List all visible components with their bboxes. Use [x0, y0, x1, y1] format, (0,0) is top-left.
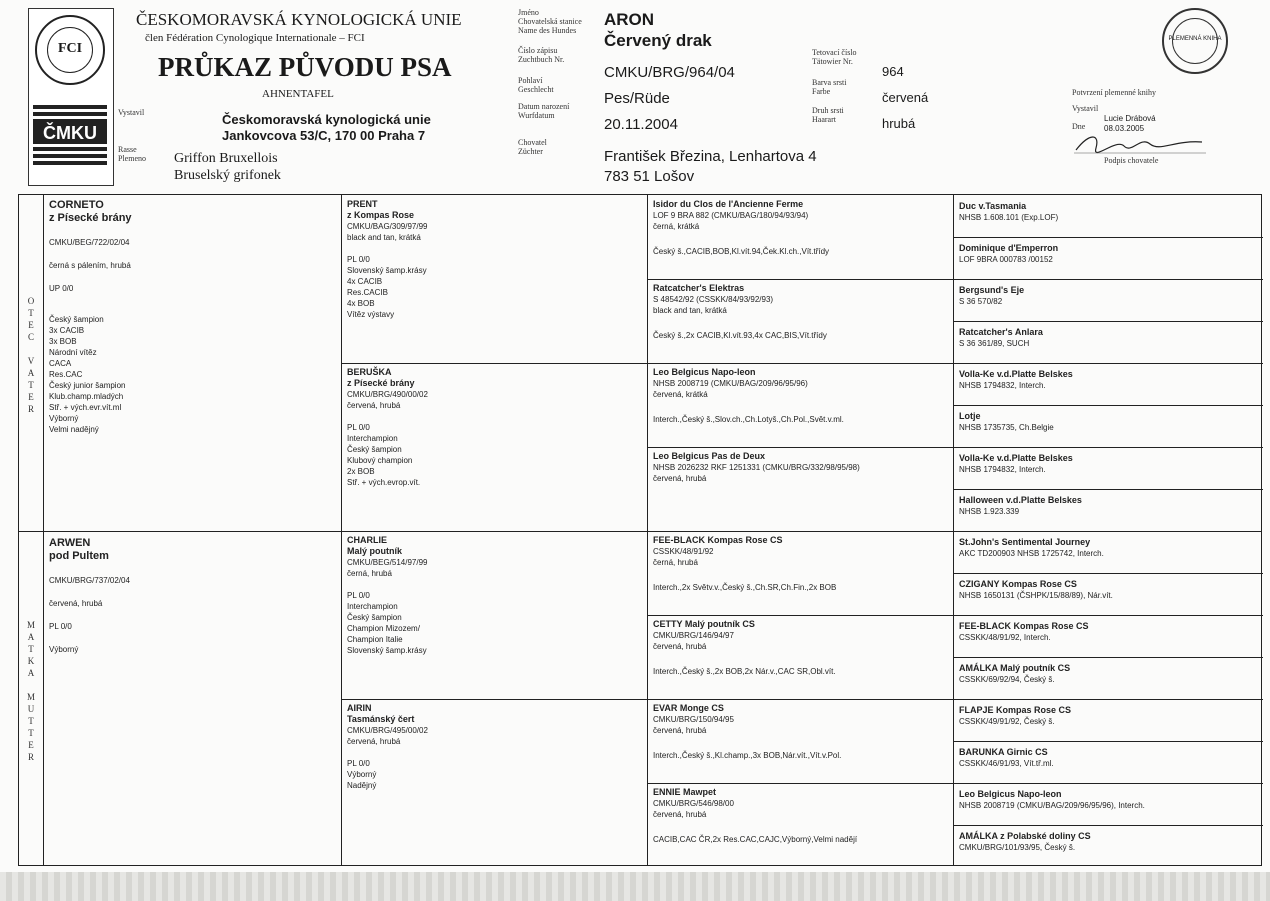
stamp-name: Lucie Drábová — [1104, 114, 1156, 123]
ancestor-cell: FLAPJE Kompas Rose CS CSSKK/49/91/92, Český š. — [959, 705, 1072, 726]
sire-kennel: z Písecké brány — [49, 212, 132, 224]
sire-cell — [49, 199, 335, 435]
breeder-line-1: František Březina, Lenhartova 4 — [604, 148, 817, 165]
tattoo-value: 964 — [882, 64, 904, 79]
book-confirm-label: Potvrzení plemenné knihy — [1072, 88, 1156, 97]
logo-panel — [28, 8, 114, 186]
doc-title: PRŮKAZ PŮVODU PSA — [158, 52, 452, 82]
ancestor-cell: Ratcatcher's Anlara S 36 361/89, SUCH — [959, 327, 1043, 348]
dam-cell — [49, 537, 335, 655]
sire-titles: Český šampion 3x CACIB 3x BOB Národní vítěz CACA Res.CAC Český junior šampion Klub.champ.mladých Stř. + vých.evr.vít.ml Výborný Velmi nadějný — [49, 315, 126, 434]
doc-subtitle: AHNENTAFEL — [262, 88, 334, 100]
grandparent-cell: BERUŠKA z Písecké brány CMKU/BRG/490/00/02 červená, hrubá PL 0/0 Interchampion Český šampion Klubový champion 2x BOB Stř. + vých.evrop.vít. — [347, 367, 428, 487]
dam-color: červená, hrubá — [49, 599, 103, 608]
org-member: člen Fédération Cynologique Internationale – FCI — [145, 32, 365, 44]
great-grandparent-cell: ENNIE Mawpet CMKU/BRG/546/98/00 červená, hrubá CACIB,CAC ČR,2x Res.CAC,CAJC,Výborný,Velmi nadějí — [653, 787, 858, 844]
great-grandparent-cell: Leo Belgicus Napo-leon NHSB 2008719 (CMKU/BAG/209/96/95/96) červená, krátká Interch.,Český š.,Slov.ch.,Ch.Lotyš.,Ch.Pol.,Svět.v.ml. — [653, 367, 844, 424]
ancestor-cell: AMÁLKA Malý poutník CS CSSKK/69/92/94, Český š. — [959, 663, 1071, 684]
dam-hd: PL 0/0 — [49, 622, 72, 631]
great-grandparent-cell: Leo Belgicus Pas de Deux NHSB 2026232 RKF 1251331 (CMKU/BRG/332/98/95/98) červená, hrubá — [653, 451, 860, 483]
color-value: červená — [882, 90, 929, 105]
breed-name-2: Bruselský grifonek — [174, 168, 281, 183]
cmku-logo-text: ČMKU — [33, 123, 107, 144]
signature-icon — [1070, 128, 1210, 156]
grandparent-cell: CHARLIE Malý poutník CMKU/BEG/514/97/99 černá, hrubá PL 0/0 Interchampion Český šampion Champion Mizozem/ Champion Italie Slovenský šamp.krásy — [347, 535, 428, 655]
dob-label: Datum narození Wurfdatum — [518, 102, 570, 120]
great-grandparent-cell: EVAR Monge CS CMKU/BRG/150/94/95 červená, hrubá Interch.,Český š.,Kl.champ.,3x BOB,Nár.vít.,Vít.v.Pol. — [653, 703, 842, 760]
ancestor-cell: FEE-BLACK Kompas Rose CS CSSKK/48/91/92, Interch. — [959, 621, 1089, 642]
issued-label: Vystavil — [118, 108, 145, 117]
great-grandparent-cell: CETTY Malý poutník CS CMKU/BRG/146/94/97 červená, hrubá Interch.,Český š.,2x BOB,2x Nár.v.,CAC SR,Obl.vít. — [653, 619, 836, 676]
fci-logo-icon — [35, 15, 105, 85]
stud-label: Číslo zápisu Zuchtbuch Nr. — [518, 46, 565, 64]
tattoo-label: Tetovací číslo Tätowier Nr. — [812, 48, 857, 66]
sire-name: CORNETO — [49, 199, 104, 211]
issuer-name: Českomoravská kynologická unie — [222, 112, 431, 127]
dam-kennel: pod Pultem — [49, 550, 109, 562]
ancestor-cell: BARUNKA Girnic CS CSSKK/46/91/93, Vít.tř.ml. — [959, 747, 1054, 768]
dog-name: ARON — [604, 10, 655, 29]
great-grandparent-cell: FEE-BLACK Kompas Rose CS CSSKK/48/91/92 černá, hrubá Interch.,2x Světv.v.,Český š.,Ch.SR,Ch.Fin.,2x BOB — [653, 535, 837, 592]
sex-value: Pes/Rüde — [604, 90, 670, 107]
ancestor-cell: CZIGANY Kompas Rose CS NHSB 1650131 (ČSHPK/15/88/89), Nár.vít. — [959, 579, 1113, 600]
breeder-line-2: 783 51 Lošov — [604, 168, 695, 185]
ancestor-cell: St.John's Sentimental Journey AKC TD200903 NHSB 1725742, Interch. — [959, 537, 1104, 558]
fci-logo-text: FCI — [57, 41, 83, 56]
dam-titles: Výborný — [49, 645, 79, 654]
dob-value: 20.11.2004 — [604, 116, 678, 133]
breeder-label: Chovatel Züchter — [518, 138, 547, 156]
coat-label: Druh srsti Haarart — [812, 106, 844, 124]
issuer-address: Jankovcova 53/C, 170 00 Praha 7 — [222, 128, 426, 143]
decorative-border — [0, 872, 1270, 901]
ancestor-cell: Leo Belgicus Napo-leon NHSB 2008719 (CMKU/BAG/209/96/95/96), Interch. — [959, 789, 1145, 810]
ancestor-cell: Halloween v.d.Platte Belskes NHSB 1.923.339 — [959, 495, 1082, 516]
grandparent-cell: AIRIN Tasmánský čert CMKU/BRG/495/00/02 červená, hrubá PL 0/0 Výborný Nadějný — [347, 703, 428, 790]
pedigree-table — [18, 194, 1262, 866]
name-label: Jméno Chovatelská stanice Name des Hundes — [518, 8, 582, 35]
stud-number: CMKU/BRG/964/04 — [604, 64, 735, 81]
dam-name: ARWEN — [49, 537, 91, 549]
ancestor-cell: Bergsund's Eje S 36 570/82 — [959, 285, 1025, 306]
ancestor-cell: Volla-Ke v.d.Platte Belskes NHSB 1794832, Interch. — [959, 453, 1073, 474]
coat-value: hrubá — [882, 116, 916, 131]
ancestor-cell: Volla-Ke v.d.Platte Belskes NHSB 1794832, Interch. — [959, 369, 1073, 390]
dog-kennel: Červený drak — [604, 31, 712, 50]
grandparent-cell: PRENT z Kompas Rose CMKU/BAG/309/97/99 black and tan, krátká PL 0/0 Slovenský šamp.krásy 4x CACIB Res.CACIB 4x BOB Vítěz výstavy — [347, 199, 428, 319]
stamp-issued-label: Vystavil — [1072, 104, 1099, 113]
mother-side-label: M A T K A M U T T E R — [26, 620, 35, 762]
breed-label: Rasse Plemeno — [118, 145, 146, 163]
great-grandparent-cell: Isidor du Clos de l'Ancienne Ferme LOF 9 BRA 882 (CMKU/BAG/180/94/93/94) černá, krátká Český š.,CACIB,BOB,Kl.vít.94,Ček.Kl.ch.,Vít.třídy — [653, 199, 830, 256]
sire-color: černá s pálením, hrubá — [49, 261, 131, 270]
round-stamp-icon — [1162, 8, 1228, 74]
signature-label: Podpis chovatele — [1104, 156, 1159, 165]
cmku-logo-icon — [33, 105, 107, 165]
ancestor-cell: AMÁLKA z Polabské doliny CS CMKU/BRG/101/93/95, Český š. — [959, 831, 1091, 852]
stamp-date: 08.03.2005 — [1104, 124, 1145, 133]
sex-label: Pohlaví Geschlecht — [518, 76, 554, 94]
great-grandparent-cell: Ratcatcher's Elektras S 48542/92 (CSSKK/84/93/92/93) black and tan, krátká Český š.,2x CACIB,Kl.vít.93,4x CAC,BIS,Vít.třídy — [653, 283, 827, 340]
sire-hd: UP 0/0 — [49, 284, 74, 293]
ancestor-cell: Lotje NHSB 1735735, Ch.Belgie — [959, 411, 1054, 432]
stamp-date-label: Dne — [1072, 122, 1086, 131]
stamp-text: PLEMENNÁ KNIHA — [1168, 36, 1222, 42]
father-side-label: O T E C V A T E R — [27, 296, 35, 414]
breed-name-1: Griffon Bruxellois — [174, 151, 278, 166]
ancestor-cell: Duc v.Tasmania NHSB 1.608.101 (Exp.LOF) — [959, 201, 1059, 222]
color-label: Barva srsti Farbe — [812, 78, 847, 96]
sire-reg: CMKU/BEG/722/02/04 — [49, 238, 130, 247]
org-name: ČESKOMORAVSKÁ KYNOLOGICKÁ UNIE — [136, 10, 462, 29]
dam-reg: CMKU/BRG/737/02/04 — [49, 576, 130, 585]
ancestor-cell: Dominique d'Emperron LOF 9BRA 000783 /00152 — [959, 243, 1059, 264]
